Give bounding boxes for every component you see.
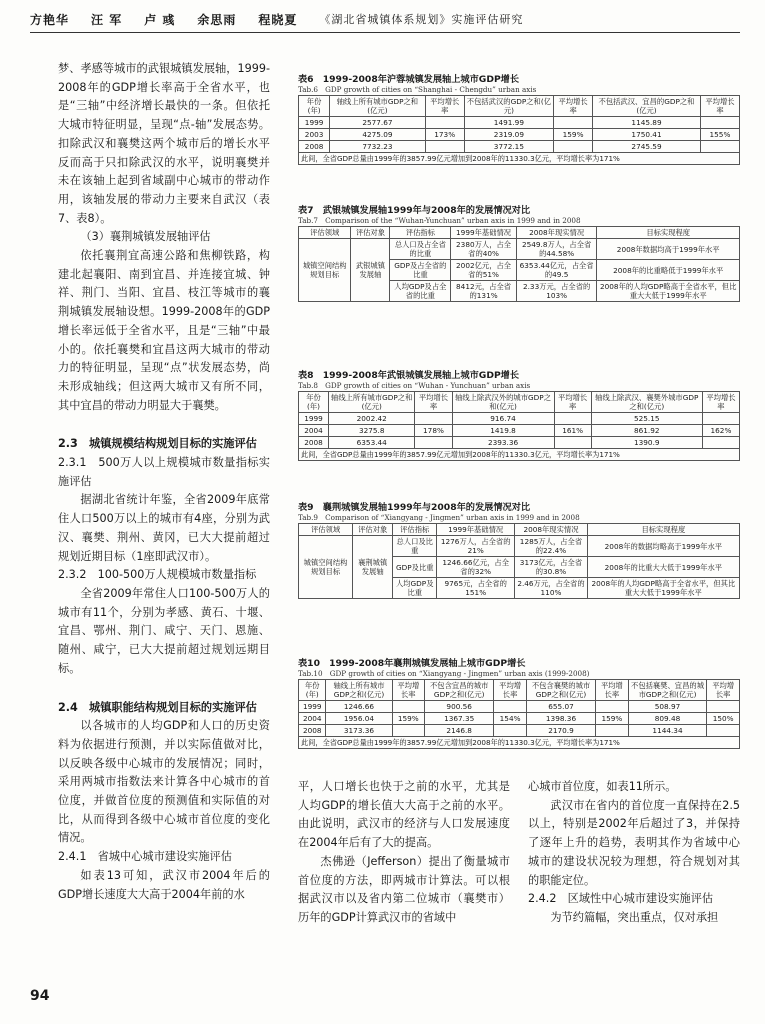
running-header bbox=[30, 6, 740, 33]
column-header: 平均增长率 bbox=[700, 96, 739, 117]
table-cell bbox=[707, 725, 740, 737]
table-10-grid bbox=[298, 679, 740, 749]
table-cell: 150% bbox=[707, 713, 740, 725]
column-header: 平均增长率 bbox=[702, 392, 739, 413]
subsection-heading: 2.4.1 省城中心城市建设实施评估 bbox=[58, 850, 232, 864]
column-header: 不包含襄樊的城市GDP之和(亿元) bbox=[526, 680, 595, 701]
table-cell: 159% bbox=[554, 129, 593, 141]
table-cell: 7732.23 bbox=[330, 141, 426, 153]
paragraph: 据湖北省统计年鉴，全省2009年底常住人口500万以上的城市有4座，分别为武汉、襄樊、荆州、黄冈，已大大提前超过规划近期目标（1座即武汉市）。 bbox=[58, 493, 270, 563]
table-cell: 人均GDP及比重 bbox=[393, 578, 437, 599]
table-cell: 2380万人，占全省的40% bbox=[451, 239, 517, 260]
evaluation-object: 武银城镇发展轴 bbox=[351, 239, 390, 302]
table-cell: 178% bbox=[415, 425, 452, 437]
table-cell: 2146.8 bbox=[425, 725, 494, 737]
table-cell: 3173.36 bbox=[326, 725, 392, 737]
evaluation-object: 襄荆城镇发展轴 bbox=[353, 536, 393, 599]
table-cell bbox=[707, 701, 740, 713]
evaluation-field: 城镇空间结构规划目标 bbox=[299, 536, 353, 599]
table-cell bbox=[494, 725, 527, 737]
table-note-row bbox=[299, 737, 740, 749]
column-header: 年份(年) bbox=[299, 96, 330, 117]
column-header: 不包括襄樊、宜昌的城市GDP之和(亿元) bbox=[628, 680, 707, 701]
column-header: 评估对象 bbox=[351, 227, 390, 239]
table-cell: 2393.36 bbox=[452, 437, 554, 449]
column-header: 平均增长率 bbox=[554, 96, 593, 117]
table-cell: 2004 bbox=[299, 425, 329, 437]
table-8-grid bbox=[298, 391, 740, 461]
table-cell: 2002.42 bbox=[329, 413, 415, 425]
column-header: 年份(年) bbox=[299, 392, 329, 413]
table-6-grid bbox=[298, 95, 740, 165]
column-header: 不包含宜昌的城市GDP之和(亿元) bbox=[425, 680, 494, 701]
column-header: 轴线上除武汉、襄樊外城市GDP之和(亿元) bbox=[591, 392, 702, 413]
column-header: 评估指标 bbox=[393, 524, 437, 536]
table-cell: 2003 bbox=[299, 129, 330, 141]
table-cell bbox=[415, 413, 452, 425]
table-cell: 1419.8 bbox=[452, 425, 554, 437]
table-header-row bbox=[299, 680, 740, 701]
table-cell: 4275.09 bbox=[330, 129, 426, 141]
table-cell bbox=[702, 437, 739, 449]
table-row bbox=[299, 701, 740, 713]
table-cell: 2008年的数据均略高于1999年水平 bbox=[587, 536, 739, 557]
table-cell: 2549.8万人，占全省的44.58% bbox=[516, 239, 597, 260]
table-header-row bbox=[299, 96, 740, 117]
section-heading: 2.4 城镇职能结构规划目标的实施评估 bbox=[58, 700, 257, 714]
column-header: 不包括武汉的GDP之和(亿元) bbox=[464, 96, 553, 117]
table-cell: 总人口及占全省的比重 bbox=[390, 239, 451, 260]
table-cell: 900.56 bbox=[425, 701, 494, 713]
table-cell: 1246.66 bbox=[326, 701, 392, 713]
table-cell: 2002亿元，占全省的51% bbox=[451, 260, 517, 281]
paragraph: （3）襄荆城镇发展轴评估 bbox=[80, 230, 211, 244]
table-cell: 2170.9 bbox=[526, 725, 595, 737]
paragraph: 梦、孝感等城市的武银城镇发展轴，1999-2008年的GDP增长率高于全省水平，也是“三轴”中经济增长最快的一条。但依托大城市特征明显，呈现“点-轴”发展态势。扣除武汉和襄樊这两个城市后的增长水平反而高于只扣除武汉的水平，说明襄樊并未在该轴上起到省域副中心城市的带动作用，该轴发展的带动力主要来自武汉（表7、表8）。 bbox=[58, 62, 270, 225]
table-cell bbox=[494, 701, 527, 713]
column-header: 轴线上所有城市GDP之和(亿元) bbox=[329, 392, 415, 413]
table-cell bbox=[700, 141, 739, 153]
table-9-caption-en: Tab.9 Comparison of “Xiangyang - Jingmen” urban axis in 1999 and in 2008 bbox=[298, 513, 580, 522]
spacer bbox=[58, 415, 270, 435]
table-cell: 159% bbox=[392, 713, 425, 725]
table-cell bbox=[554, 437, 591, 449]
table-6-caption-en: Tab.6 GDP growth of cities on “Shanghai - Chengdu” urban axis bbox=[298, 85, 537, 94]
column-header: 目标实现程度 bbox=[597, 227, 740, 239]
table-8-caption: 表8 1999-2008年武银城镇发展轴上城市GDP增长 bbox=[298, 370, 520, 381]
table-cell: 1999 bbox=[299, 117, 330, 129]
author-2: 汪 军 bbox=[91, 12, 123, 27]
table-cell: 人均GDP及占全省的比重 bbox=[390, 281, 451, 302]
table-cell: 1367.35 bbox=[425, 713, 494, 725]
paragraph: 依托襄荆宜高速公路和焦柳铁路，构建北起襄阳、南到宜昌、并连接宜城、钟祥、荆门、当阳、宜昌、枝江等城市的襄荆城镇发展轴设想。1999-2008年的GDP增长率远低于全省水平，且是“三轴”中最小的。依托襄樊和宜昌这两大城市的带动力的特征明显，呈现“点”状发展态势，尚未形成轴线；但这两大城市又有所不同，其中宜昌的带动力明显大于襄樊。 bbox=[58, 249, 270, 412]
column-header: 目标实现程度 bbox=[587, 524, 739, 536]
evaluation-field: 城镇空间结构规划目标 bbox=[299, 239, 351, 302]
table-cell: 1999 bbox=[299, 701, 326, 713]
table-cell: 161% bbox=[554, 425, 591, 437]
table-cell: 1276万人，占全省的21% bbox=[437, 536, 515, 557]
table-header-row bbox=[299, 392, 740, 413]
table-cell: 2319.09 bbox=[464, 129, 553, 141]
paragraph: 以各城市的人均GDP和人口的历史资料为依据进行预测，并以实际值做对比，以反映各级中心城市的发展情况；同时，采用两城市指数法来计算各中心城市的首位度，并做首位度的预测值和实际值的对比，从而得到各级中心城市首位度的变化情况。 bbox=[58, 719, 270, 845]
author-4: 余思雨 bbox=[197, 12, 237, 27]
table-cell: 1956.04 bbox=[326, 713, 392, 725]
table-cell: 916.74 bbox=[452, 413, 554, 425]
table-cell: 3772.15 bbox=[464, 141, 553, 153]
table-7-caption: 表7 武银城镇发展轴1999年与2008年的发展情况对比 bbox=[298, 205, 531, 216]
column-header: 平均增长率 bbox=[425, 96, 464, 117]
table-cell: 8412元，占全省的131% bbox=[451, 281, 517, 302]
table-cell: 1750.41 bbox=[593, 129, 701, 141]
table-cell: 155% bbox=[700, 129, 739, 141]
table-cell bbox=[554, 117, 593, 129]
column-header: 平均增长率 bbox=[494, 680, 527, 701]
page-number: 94 bbox=[30, 988, 50, 1004]
column-header: 评估指标 bbox=[390, 227, 451, 239]
table-cell: 1398.36 bbox=[526, 713, 595, 725]
table-header-row bbox=[299, 227, 740, 239]
table-9-caption: 表9 襄荆城镇发展轴1999年与2008年的发展情况对比 bbox=[298, 502, 531, 513]
table-cell: 1144.34 bbox=[628, 725, 707, 737]
table-cell: 2.46万元，占全省的110% bbox=[515, 578, 588, 599]
table-row bbox=[299, 536, 740, 557]
paragraph: 武汉市在省内的首位度一直保持在2.5以上，特别是2002年后超过了3，并保持了逐年上升的趋势，表明其作为省域中心城市的建设状况较为理想，符合规划对其的职能定位。 bbox=[528, 798, 740, 887]
left-column bbox=[58, 60, 270, 904]
table-cell: 1999 bbox=[299, 413, 329, 425]
table-cell: 2008 bbox=[299, 437, 329, 449]
paragraph: 平，人口增长也快于之前的水平，尤其是人均GDP的增长值大大高于之前的水平。由此说明，武汉市的经济与人口发展速度在2004年后有了大的提高。 bbox=[298, 780, 510, 850]
paragraph: 心城市首位度，如表11所示。 bbox=[528, 780, 677, 793]
section-heading: 2.3 城镇规模结构规划目标的实施评估 bbox=[58, 437, 257, 451]
column-header: 2008年现实情况 bbox=[516, 227, 597, 239]
table-note-row bbox=[299, 449, 740, 461]
column-header: 评估领域 bbox=[299, 524, 353, 536]
bottom-middle-column bbox=[298, 778, 510, 928]
table-cell: 3173亿元，占全省的30.8% bbox=[515, 557, 588, 578]
table-cell: 2008年的比重略低于1999年水平 bbox=[597, 260, 740, 281]
table-cell: 809.48 bbox=[628, 713, 707, 725]
table-cell: 1491.99 bbox=[464, 117, 553, 129]
table-cell bbox=[392, 725, 425, 737]
column-header: 2008年现实情况 bbox=[515, 524, 588, 536]
paragraph: 全省2009年常住人口100-500万人的城市有11个，分别为孝感、黄石、十堰、宜昌、鄂州、荆门、咸宁、天门、恩施、随州、咸宁，已大大提前超过规划远期目标。 bbox=[58, 586, 270, 675]
paragraph: 为节约篇幅，突出重点，仅对承担 bbox=[550, 910, 719, 924]
table-cell: 2008年的比重大大低于1999年水平 bbox=[587, 557, 739, 578]
table-cell bbox=[700, 117, 739, 129]
table-10 bbox=[298, 658, 740, 749]
author-3: 卢 彧 bbox=[144, 12, 176, 27]
table-7-grid bbox=[298, 226, 740, 302]
author-1: 方艳华 bbox=[30, 12, 70, 27]
table-cell: 2008年的人均GDP略高于全省水平，但其比重大大低于1999年水平 bbox=[587, 578, 739, 599]
table-9-grid bbox=[298, 523, 740, 599]
column-header: 平均增长率 bbox=[392, 680, 425, 701]
table-cell: 2745.59 bbox=[593, 141, 701, 153]
table-cell: 861.92 bbox=[591, 425, 702, 437]
table-10-caption-en: Tab.10 GDP growth of cities on “Xiangyang - Jingmen” urban axis (1999-2008) bbox=[298, 669, 590, 678]
table-8-caption-en: Tab.8 GDP growth of cities on “Wuhan - Yunchuan” urban axis bbox=[298, 381, 531, 390]
table-cell: 162% bbox=[702, 425, 739, 437]
subsection-heading: 2.4.2 区域性中心城市建设实施评估 bbox=[528, 892, 714, 906]
table-cell: 6353.44亿元，占全省的49.5 bbox=[516, 260, 597, 281]
running-title: 《湖北省城镇体系规划》实施评估研究 bbox=[319, 13, 524, 26]
table-cell: 508.97 bbox=[628, 701, 707, 713]
column-header: 轴线上所有城市GDP之和(亿元) bbox=[326, 680, 392, 701]
table-7 bbox=[298, 205, 740, 302]
table-cell: 2008 bbox=[299, 141, 330, 153]
table-cell: 1145.89 bbox=[593, 117, 701, 129]
table-cell: 2004 bbox=[299, 713, 326, 725]
table-7-caption-en: Tab.7 Comparison of the “Wuhan-Yunchuan” urban axis in 1999 and in 2008 bbox=[298, 216, 581, 225]
column-header: 轴线上除武汉外的城市GDP之和(亿元) bbox=[452, 392, 554, 413]
table-cell: 6353.44 bbox=[329, 437, 415, 449]
table-cell: 2.33万元，占全省的103% bbox=[516, 281, 597, 302]
table-row bbox=[299, 141, 740, 153]
column-header: 1999年基础情况 bbox=[451, 227, 517, 239]
table-cell bbox=[596, 701, 629, 713]
table-cell bbox=[554, 413, 591, 425]
bottom-right-column bbox=[528, 778, 740, 928]
table-cell bbox=[596, 725, 629, 737]
table-cell bbox=[415, 437, 452, 449]
table-cell: 2008年的人均GDP略高于全省水平，但比重大大低于1999年水平 bbox=[597, 281, 740, 302]
table-cell: 655.07 bbox=[526, 701, 595, 713]
table-cell: 3275.8 bbox=[329, 425, 415, 437]
table-row bbox=[299, 129, 740, 141]
column-header: 平均增长率 bbox=[554, 392, 591, 413]
column-header: 平均增长率 bbox=[596, 680, 629, 701]
table-row bbox=[299, 713, 740, 725]
table-cell: 173% bbox=[425, 129, 464, 141]
column-header: 1999年基础情况 bbox=[437, 524, 515, 536]
table-cell: GDP及比重 bbox=[393, 557, 437, 578]
table-note: 此间，全省GDP总量由1999年的3857.99亿元增加到2008年的11330.3亿元，平均增长率为171% bbox=[299, 737, 740, 749]
column-header: 平均增长率 bbox=[707, 680, 740, 701]
table-note: 此间，全省GDP总量由1999年的3857.99亿元增加到2008年的11330.3亿元，平均增长率为171% bbox=[299, 449, 740, 461]
table-cell: 2577.67 bbox=[330, 117, 426, 129]
column-header: 评估领域 bbox=[299, 227, 351, 239]
table-row bbox=[299, 413, 740, 425]
table-cell: GDP及占全省的比重 bbox=[390, 260, 451, 281]
paragraph: 杰佛逊（Jefferson）提出了衡量城市首位度的方法，即两城市计算法。可以根据武汉市以及省内第二位城市（襄樊市）历年的GDP计算武汉市的省域中 bbox=[298, 854, 510, 924]
table-row bbox=[299, 117, 740, 129]
table-cell: 159% bbox=[596, 713, 629, 725]
subsection-heading: 2.3.1 500万人以上规模城市数量指标实施评估 bbox=[58, 456, 270, 488]
spacer bbox=[58, 679, 270, 699]
table-cell: 1390.9 bbox=[591, 437, 702, 449]
table-6 bbox=[298, 74, 740, 165]
paragraph: 如表13可知，武汉市2004年后的GDP增长速度大大高于2004年前的水 bbox=[58, 868, 270, 901]
table-row bbox=[299, 239, 740, 260]
table-10-caption: 表10 1999-2008年襄荆城镇发展轴上城市GDP增长 bbox=[298, 658, 526, 669]
table-cell: 2008 bbox=[299, 725, 326, 737]
table-cell: 154% bbox=[494, 713, 527, 725]
table-cell: 2008年数据均高于1999年水平 bbox=[597, 239, 740, 260]
table-cell: 总人口及比重 bbox=[393, 536, 437, 557]
column-header: 轴线上所有城市GDP之和(亿元) bbox=[330, 96, 426, 117]
table-cell: 1246.66亿元，占全省的32% bbox=[437, 557, 515, 578]
column-header: 不包括武汉、宜昌的GDP之和(亿元) bbox=[593, 96, 701, 117]
table-9 bbox=[298, 502, 740, 599]
table-header-row bbox=[299, 524, 740, 536]
table-cell: 525.15 bbox=[591, 413, 702, 425]
table-note: 此间，全省GDP总量由1999年的3857.99亿元增加到2008年的11330.3亿元，平均增长率为171% bbox=[299, 153, 740, 165]
table-row bbox=[299, 725, 740, 737]
table-cell bbox=[702, 413, 739, 425]
table-row bbox=[299, 425, 740, 437]
table-cell: 9765元，占全省的151% bbox=[437, 578, 515, 599]
table-note-row bbox=[299, 153, 740, 165]
subsection-heading: 2.3.2 100-500万人规模城市数量指标 bbox=[58, 568, 257, 582]
table-cell bbox=[554, 141, 593, 153]
table-cell bbox=[425, 141, 464, 153]
column-header: 平均增长率 bbox=[415, 392, 452, 413]
column-header: 年份(年) bbox=[299, 680, 326, 701]
table-8 bbox=[298, 370, 740, 461]
table-cell bbox=[392, 701, 425, 713]
table-cell: 1285万人，占全省的22.4% bbox=[515, 536, 588, 557]
table-cell bbox=[425, 117, 464, 129]
table-row bbox=[299, 437, 740, 449]
column-header: 评估对象 bbox=[353, 524, 393, 536]
table-6-caption: 表6 1999-2008年沪蓉城镇发展轴上城市GDP增长 bbox=[298, 74, 520, 85]
author-5: 程晓夏 bbox=[258, 12, 298, 27]
